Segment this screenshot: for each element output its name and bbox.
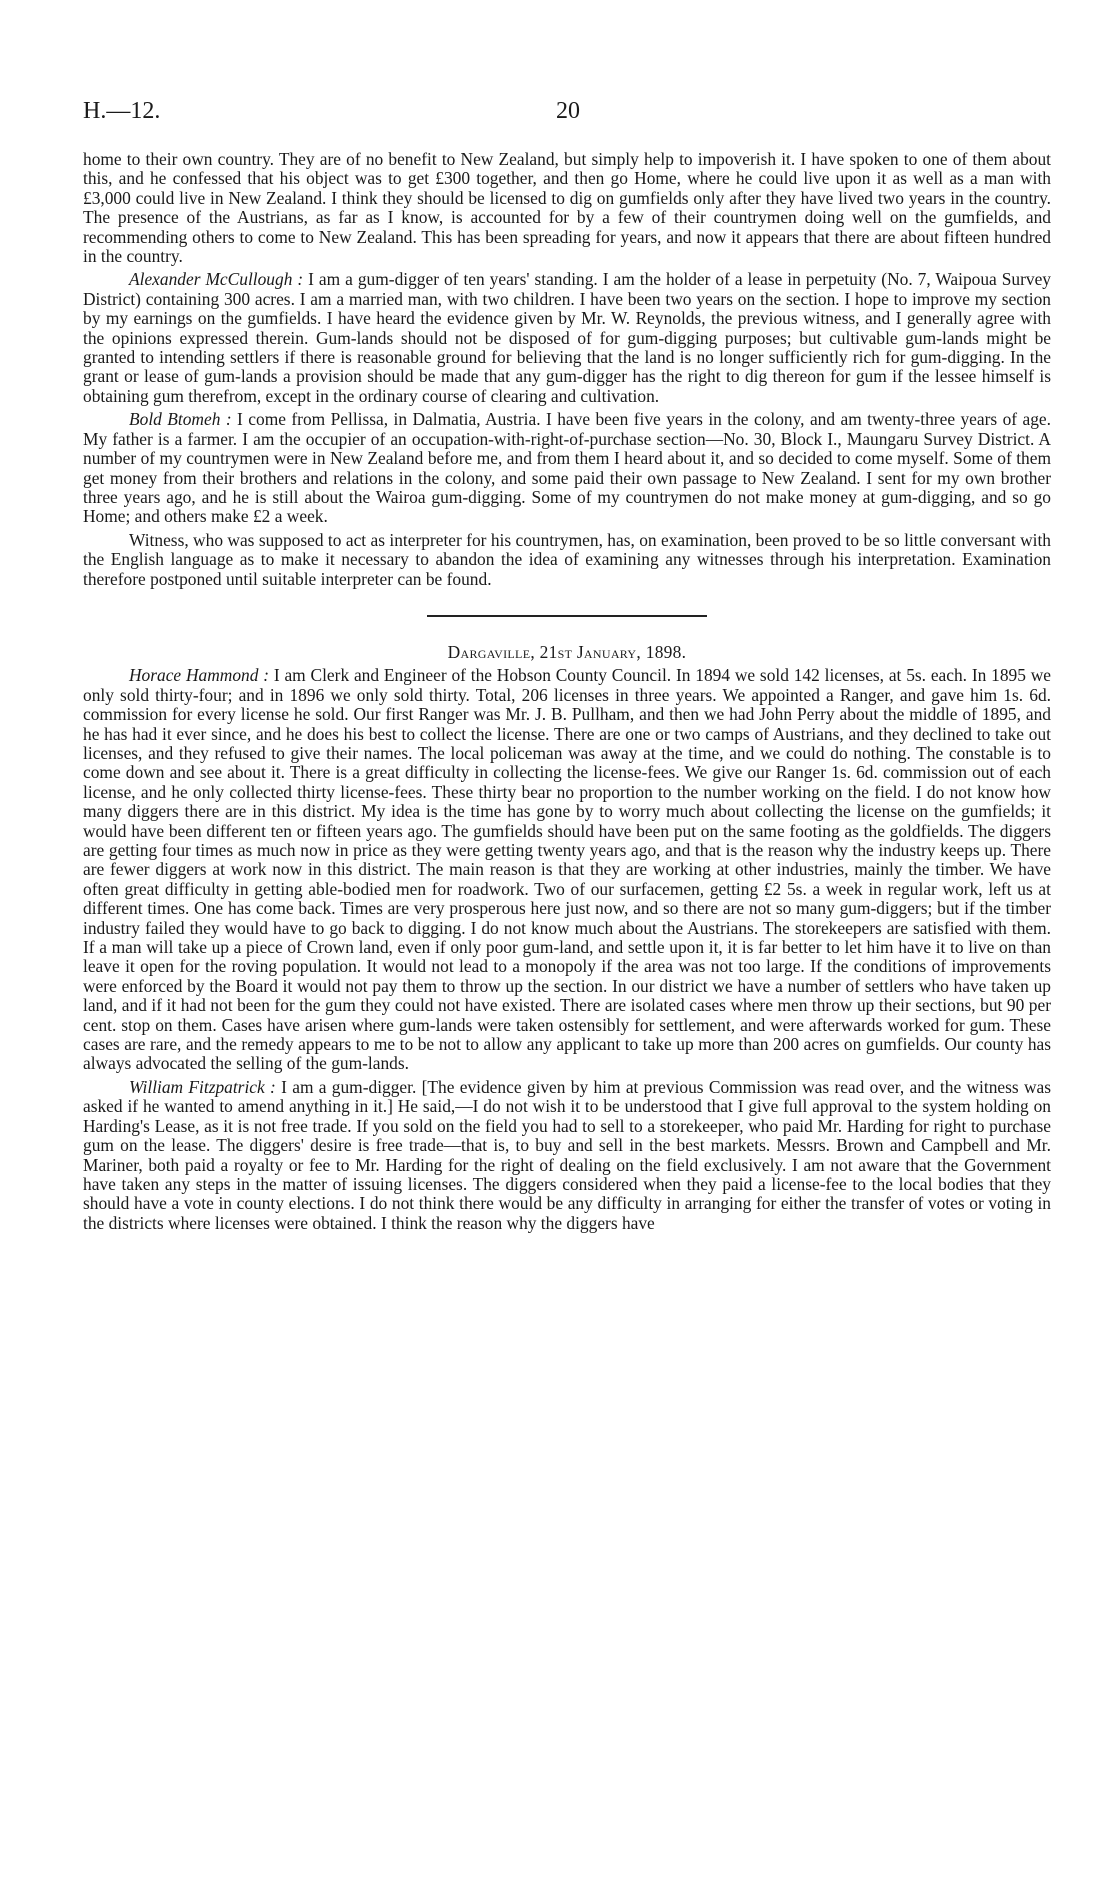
paragraph-continuation <box>83 150 1051 266</box>
body-text <box>83 150 1051 1237</box>
speaker-name: Alexander McCullough : <box>129 269 304 290</box>
section-divider <box>427 615 707 617</box>
page-header <box>83 98 1033 128</box>
testimony-text: I am Clerk and Engineer of the Hobson County Council. In 1894 we sold 142 licenses, at 5s. each. In 1895 we only sold thirty-four; and in 1896 we only sold thirty. Total, 206 licenses in three years. We appointed a Ranger, and gave him 1s. 6d. commission for every license he sold. Our first Ranger was Mr. J. B. Pullham, and then we had John Perry about the middle of 1895, and he has had it ever since, and he does his best to collect the license. There are one or two camps of Austrians, and they declined to take out licenses, and they refused to give their names. The local policeman was away at the time, and we could do nothing. The constable is to come down and see about it. There is a great difficulty in collecting the license-fees. We give our Ranger 1s. 6d. commission out of each license, and he only collected thirty license-fees. These thirty bear no proportion to the number working on the field. I do not know how many diggers there are in this district. My idea is the time has gone by to worry much about collecting the license on the gumfields; it would have been different ten or fifteen years ago. The gumfields should have been put on the same footing as the goldfields. The diggers are getting four times as much now in price as they were getting twenty years ago, and that is the reason why the industry keeps up. There are fewer diggers at work now in this district. The main reason is that they are working at other industries, mainly the timber. We have often great difficulty in getting able-bodied men for roadwork. Two of our surfacemen, getting £2 5s. a week in regular work, left us at different times. One has come back. Times are very prosperous here just now, and so there are not so many gum-diggers; but if the timber industry failed they would have to go back to digging. I do not know much about the Austrians. The storekeepers are satisfied with them. If a man will take up a piece of Crown land, even if only poor gum-land, and settle upon it, it is far better to let him have it to live on than leave it open for the roving population. It would not lead to a monopoly if the area was not too large. If the conditions of improvements were enforced by the Board it would not pay them to throw up the section. In our district we have a number of settlers who have taken up land, and if it had not been for the gum they could not have existed. There are isolated cases where men throw up their sections, but 90 per cent. stop on them. Cases have arisen where gum-lands were taken ostensibly for settlement, and were afterwards worked for gum. These cases are rare, and the remedy appears to me to be not to allow any applicant to take up more than 200 acres on gumfields. Our county has always advocated the selling of the gum-lands. <box>83 665 1051 1074</box>
testimony-mccullough <box>83 270 1051 406</box>
page-number: 20 <box>556 98 580 124</box>
speaker-name: William Fitzpatrick : <box>129 1076 276 1097</box>
testimony-hammond <box>83 666 1051 1074</box>
testimony-text: I am a gum-digger of ten years' standing. I am the holder of a lease in perpetuity (No. 7, Waipoua Survey District) containing 300 acres. I am a married man, with two children. I have been two years on the section. I hope to improve my section by my earnings on the gumfields. I have heard the evidence given by Mr. W. Reynolds, the previous witness, and I generally agree with the opinions expressed therein. Gum-lands should not be disposed of for gum-digging purposes; but cultivable gum-lands might be granted to intending settlers if there is reasonable ground for believing that the land is no longer sufficiently rich for gum-digging. In the grant or lease of gum-lands a provision should be made that any gum-digger has the right to dig thereon for gum if the lessee himself is obtaining gum therefrom, except in the ordinary course of clearing and cultivation. <box>83 269 1051 406</box>
speaker-name: Horace Hammond : <box>129 665 270 686</box>
section-dateline: Dargaville, 21st January, 1898. <box>447 641 687 662</box>
paragraph-text: home to their own country. They are of no benefit to New Zealand, but simply help to impoverish it. I have spoken to one of them about this, and he confessed that his object was to get £300 together, and then go Home, where he could live upon it as well as a man with £3,000 could live in New Zealand. I think they should be licensed to dig on gumfields only after they have lived two years in the country. The presence of the Austrians, as far as I know, is accounted for by a few of their countrymen doing well on the gumfields, and recommending others to come to New Zealand. This has been spreading for years, and now it appears that there are about fifteen hundred in the country. <box>83 149 1051 267</box>
testimony-text: I am a gum-digger. [The evidence given by him at previous Commission was read over, and the witness was asked if he wanted to amend anything in it.] He said,—I do not wish it to be understood that I give full approval to the system holding on Harding's Lease, as it is not free trade. If you sold on the field you had to sell to a storekeeper, who paid Mr. Harding for right to purchase gum on the lease. The diggers' desire is free trade—that is, to buy and sell in the best markets. Messrs. Brown and Campbell and Mr. Mariner, both paid a royalty or fee to Mr. Harding for the right of dealing on the field exclusively. I am not aware that the Government have taken any steps in the matter of issuing licenses. The diggers considered when they paid a license-fee to the local bodies that they should have a vote in county elections. I do not think there would be any difficulty in arranging for either the transfer of votes or voting in the districts where licenses were obtained. I think the reason why the diggers have <box>83 1076 1051 1233</box>
examination-note <box>83 531 1051 589</box>
document-reference: H.—12. <box>83 98 161 124</box>
testimony-fitzpatrick <box>83 1078 1051 1233</box>
speaker-name: Bold Btomeh : <box>129 409 232 430</box>
testimony-btomeh <box>83 410 1051 526</box>
note-text: Witness, who was supposed to act as interpreter for his countrymen, has, on examination, been proved to be so little conversant with the English language as to make it necessary to abandon the idea of examining any witnesses through his interpretation. Examination therefore postponed until suitable interpreter can be found. <box>83 529 1051 589</box>
testimony-text: I come from Pellissa, in Dalmatia, Austria. I have been five years in the colony, and am twenty-three years of age. My father is a farmer. I am the occupier of an occupation-with-right-of-purchase section—No. 30, Block I., Maungaru Survey District. A number of my countrymen were in New Zealand before me, and from them I heard about it, and so decided to come myself. Some of them get money from their brothers and relations in the colony, and some paid their own passage to New Zealand. I sent for my own brother three years ago, and he is still about the Wairoa gum-digging. Some of my countrymen do not make money at gum-digging, and so go Home; and others make £2 a week. <box>83 409 1051 527</box>
